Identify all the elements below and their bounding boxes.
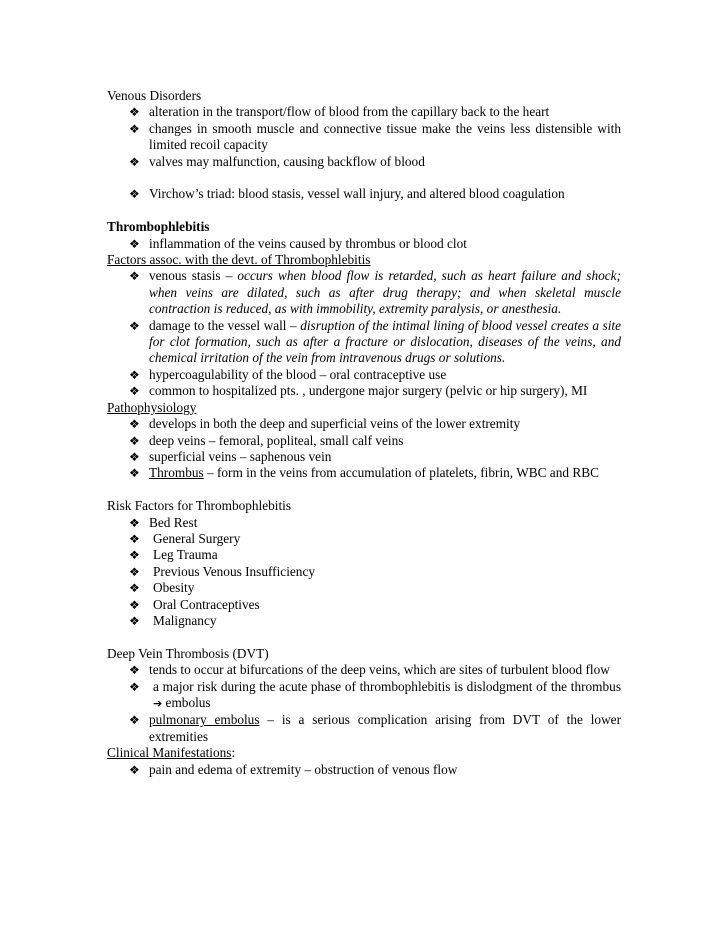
list-item [107,465,621,481]
virchow-list [107,186,621,202]
factor-detail: occurs when blood flow is retarded, such as heart failure and shock; when veins are dilated, such as after drug therapy; and when skeletal muscle contraction is reduced, as with immobility, extremity paralysis, or anesthesia. [149,268,621,317]
list-item: ❖ Malignancy [107,613,621,629]
dvt-heading: Deep Vein Thrombosis (DVT) [107,645,269,661]
list-item: ❖ tends to occur at bifurcations of the deep veins, which are sites of turbulent blood flow [107,662,621,678]
thrombus-term: Thrombus [149,465,204,481]
spacer [107,170,621,186]
list-item: ❖ valves may malfunction, causing backflow of blood [107,154,621,170]
list-item: ❖ develops in both the deep and superficial veins of the lower extremity [107,416,621,432]
dvt-list [107,662,621,745]
list-item: ❖ deep veins – femoral, popliteal, small calf veins [107,433,621,449]
list-item: ❖ Oral Contraceptives [107,597,621,613]
list-item [107,712,621,745]
document-page [107,88,621,778]
factor-detail: disruption of the intimal lining of blood vessel creates a site for clot formation, such as after a fracture or dislocation, diseases of the veins, and chemical irritation of the vein from intravenous drugs or solutions. [149,317,621,366]
list-item: ❖ General Surgery [107,531,621,547]
risk-factors-heading: Risk Factors for Thrombophlebitis [107,498,292,514]
clinical-heading-colon: : [231,745,236,761]
factor-lead: venous stasis – [149,268,238,284]
thrombus-detail: – form in the veins from accumulation of platelets, fibrin, WBC and RBC [203,465,599,481]
pulmonary-embolus-term: pulmonary embolus [149,712,260,728]
factors-list [107,268,621,399]
pulmonary-embolus-detail: – is a serious complication arising from DVT of the lower extremities [149,712,621,744]
factor-lead: damage to the vessel wall – [149,317,301,333]
list-item: ❖ Bed Rest [107,515,621,531]
embolus-text: embolus [165,694,211,710]
venous-disorders-heading: Venous Disorders [107,88,202,103]
dvt-risk-text: a major risk during the acute phase of thrombophlebitis is dislodgment of the thrombus [153,678,621,694]
list-item [107,268,621,317]
thrombophlebitis-heading: Thrombophlebitis [107,219,210,235]
list-item: ❖ common to hospitalized pts. , undergone major surgery (pelvic or hip surgery), MI [107,383,621,399]
list-item [107,679,621,713]
list-item: ❖ Virchow’s triad: blood stasis, vessel wall injury, and altered blood coagulation [107,186,621,202]
clinical-list [107,762,621,778]
list-item: ❖ Previous Venous Insufficiency [107,564,621,580]
list-item: ❖ alteration in the transport/flow of blood from the capillary back to the heart [107,104,621,120]
venous-disorders-list [107,104,621,170]
spacer [107,629,621,645]
arrow-right-icon: ➔ [153,696,163,710]
risk-factors-list [107,515,621,630]
clinical-manifestations-heading [107,745,621,761]
list-item: ❖ pain and edema of extremity – obstruction of venous flow [107,762,621,778]
list-item: ❖ superficial veins – saphenous vein [107,449,621,465]
pathophysiology-list [107,416,621,482]
list-item: ❖ hypercoagulability of the blood – oral contraceptive use [107,367,621,383]
list-item: ❖ Leg Trauma [107,547,621,563]
pathophysiology-heading: Pathophysiology [107,399,197,415]
spacer [107,482,621,498]
list-item: ❖ changes in smooth muscle and connective tissue make the veins less distensible with limited recoil capacity [107,121,621,154]
list-item: ❖ inflammation of the veins caused by thrombus or blood clot [107,236,621,252]
thrombophlebitis-list [107,236,621,252]
factors-heading: Factors assoc. with the devt. of Thrombophlebitis [107,252,371,268]
spacer [107,203,621,219]
list-item [107,318,621,367]
list-item: ❖ Obesity [107,580,621,596]
clinical-heading-text: Clinical Manifestations [107,745,232,761]
